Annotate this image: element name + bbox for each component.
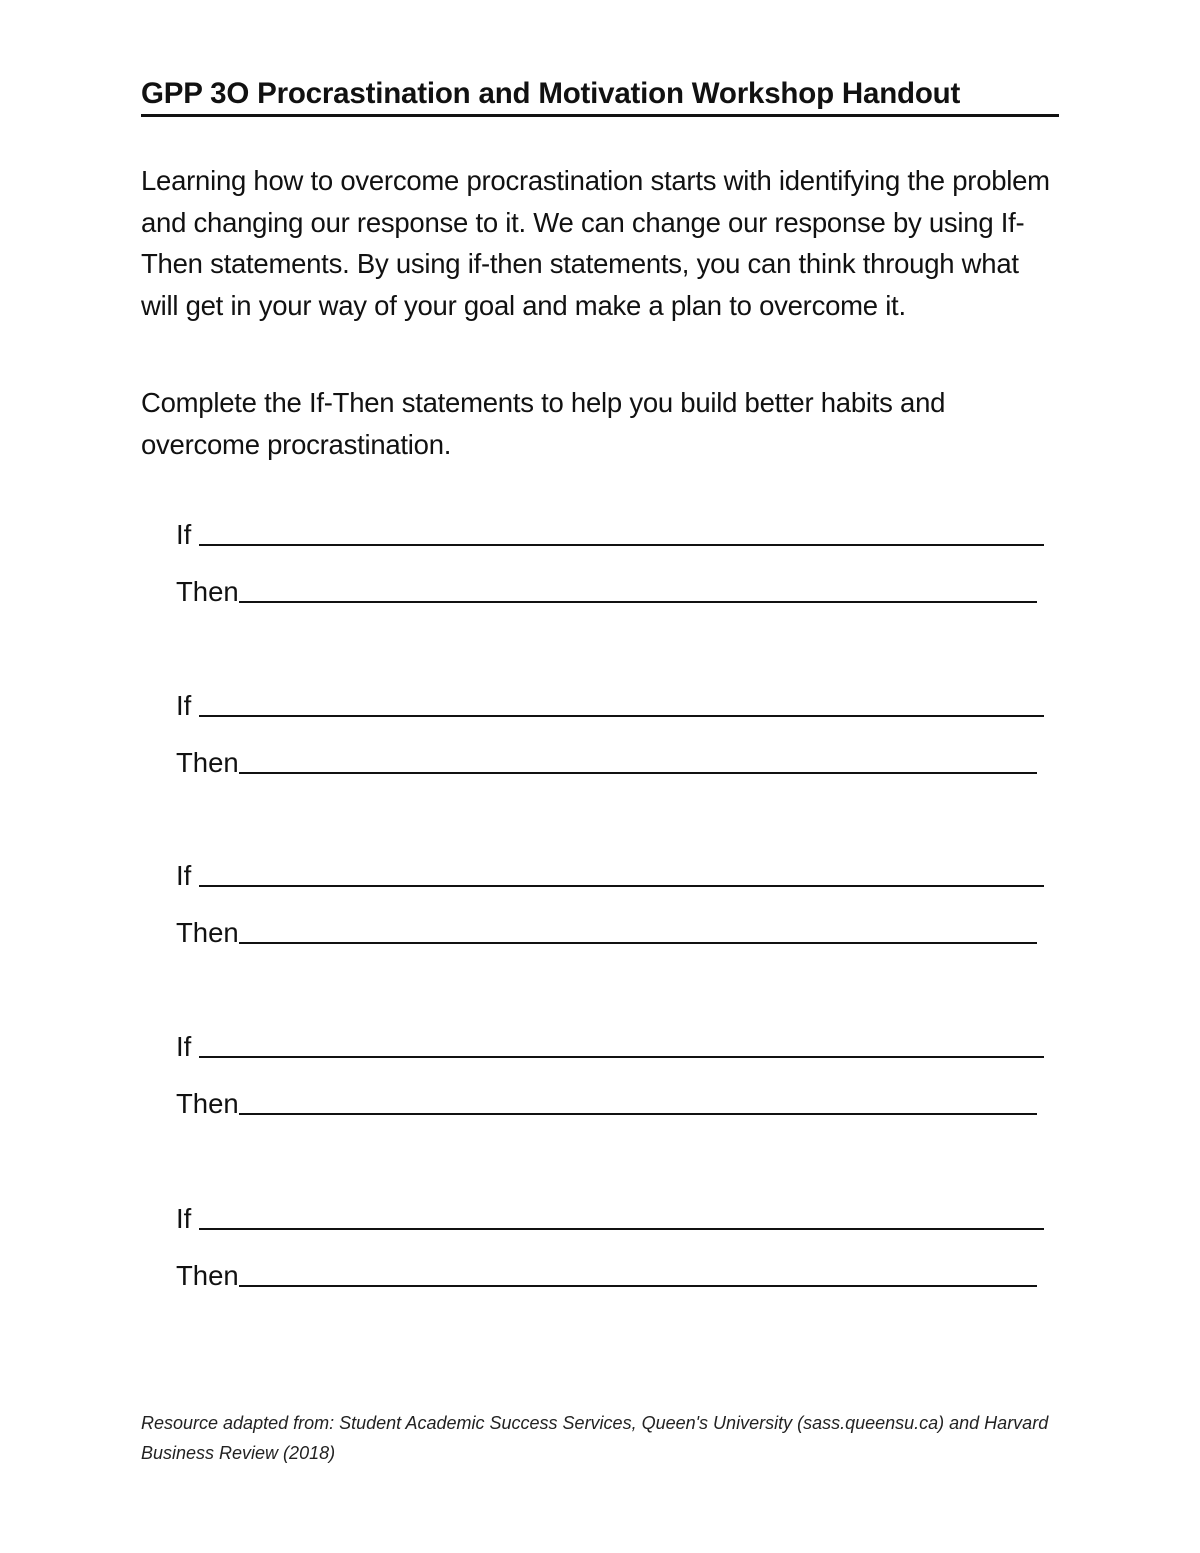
then-blank[interactable] bbox=[239, 1113, 1037, 1115]
if-then-pair bbox=[176, 1024, 1046, 1134]
if-then-pair bbox=[176, 1196, 1046, 1306]
if-line[interactable] bbox=[176, 853, 1044, 893]
if-label: If bbox=[176, 860, 199, 891]
if-blank[interactable] bbox=[199, 885, 1044, 887]
then-label: Then bbox=[176, 1088, 239, 1119]
page-title: GPP 3O Procrastination and Motivation Workshop Handout bbox=[141, 77, 961, 110]
if-line[interactable] bbox=[176, 512, 1044, 552]
if-label: If bbox=[176, 1031, 199, 1062]
if-then-pair bbox=[176, 512, 1046, 622]
if-line[interactable] bbox=[176, 1024, 1044, 1064]
if-label: If bbox=[176, 690, 199, 721]
title-underline bbox=[141, 114, 1059, 117]
then-line[interactable] bbox=[176, 1253, 1037, 1293]
then-label: Then bbox=[176, 747, 239, 778]
if-then-pair bbox=[176, 853, 1046, 963]
if-blank[interactable] bbox=[199, 1228, 1044, 1230]
then-line[interactable] bbox=[176, 740, 1037, 780]
then-label: Then bbox=[176, 917, 239, 948]
if-label: If bbox=[176, 519, 199, 550]
then-blank[interactable] bbox=[239, 772, 1037, 774]
if-blank[interactable] bbox=[199, 544, 1044, 546]
intro-paragraph: Learning how to overcome procrastination starts with identifying the problem and changing our response to it. We can change our response by using If-Then statements. By using if-then statements, you can think through what will get in your way of your goal and make a plan to overcome it. bbox=[141, 165, 1050, 321]
if-then-pair bbox=[176, 683, 1046, 793]
then-blank[interactable] bbox=[239, 601, 1037, 603]
then-label: Then bbox=[176, 1260, 239, 1291]
if-blank[interactable] bbox=[199, 1056, 1044, 1058]
if-line[interactable] bbox=[176, 1196, 1044, 1236]
then-label: Then bbox=[176, 576, 239, 607]
source-citation: Resource adapted from: Student Academic Success Services, Queen's University (sass.queensu.ca) and Harvard Business Review (2018) bbox=[141, 1413, 1049, 1463]
if-blank[interactable] bbox=[199, 715, 1044, 717]
instruction-paragraph: Complete the If-Then statements to help you build better habits and overcome procrastination. bbox=[141, 387, 946, 460]
then-line[interactable] bbox=[176, 910, 1037, 950]
then-blank[interactable] bbox=[239, 1285, 1037, 1287]
if-label: If bbox=[176, 1203, 199, 1234]
then-line[interactable] bbox=[176, 1081, 1037, 1121]
if-line[interactable] bbox=[176, 683, 1044, 723]
then-line[interactable] bbox=[176, 569, 1037, 609]
then-blank[interactable] bbox=[239, 942, 1037, 944]
